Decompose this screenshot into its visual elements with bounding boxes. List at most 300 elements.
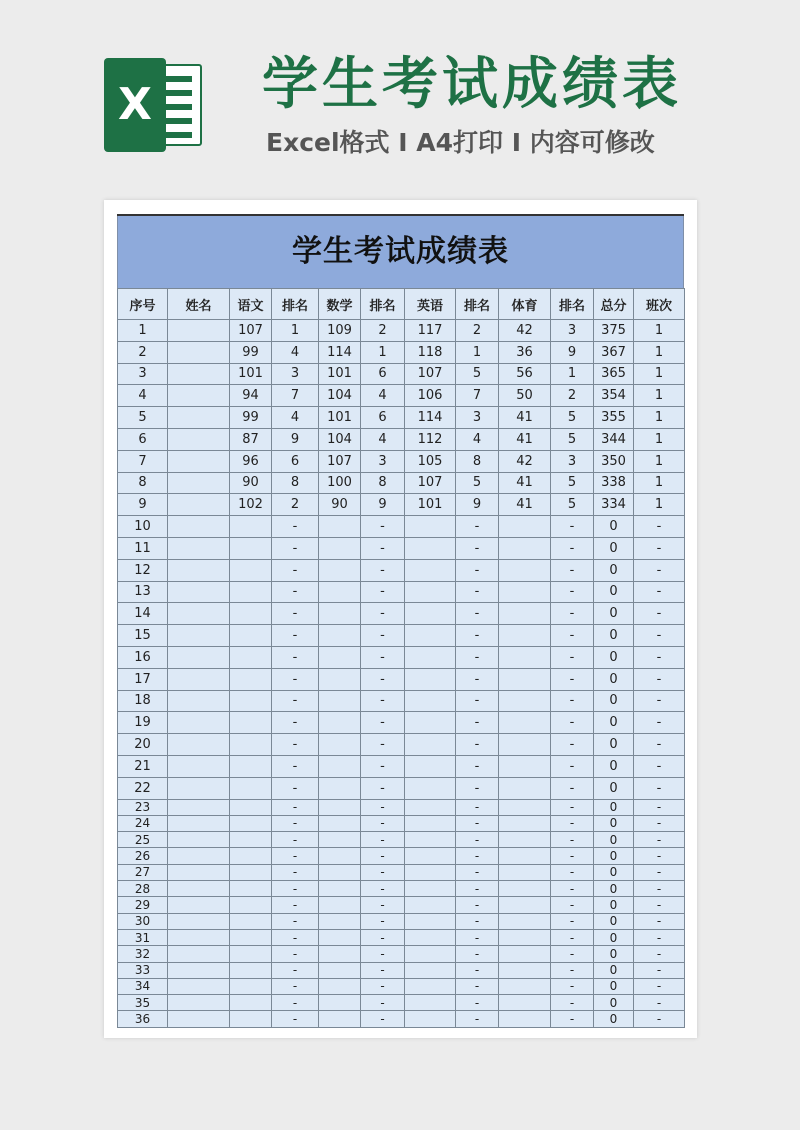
table-cell[interactable]: 17 xyxy=(118,668,168,690)
table-cell[interactable]: - xyxy=(456,690,499,712)
table-cell[interactable]: 105 xyxy=(405,450,456,472)
table-cell[interactable]: 101 xyxy=(405,494,456,516)
table-cell[interactable] xyxy=(230,815,272,831)
column-header[interactable]: 排名 xyxy=(456,289,499,320)
table-cell[interactable] xyxy=(499,799,551,815)
table-cell[interactable] xyxy=(405,978,456,994)
table-cell[interactable] xyxy=(319,603,361,625)
table-cell[interactable] xyxy=(168,712,230,734)
table-cell[interactable] xyxy=(168,428,230,450)
table-cell[interactable] xyxy=(499,995,551,1011)
table-cell[interactable]: 334 xyxy=(594,494,634,516)
table-cell[interactable] xyxy=(168,897,230,913)
table-cell[interactable] xyxy=(168,668,230,690)
table-cell[interactable]: - xyxy=(551,864,594,880)
table-cell[interactable] xyxy=(168,1011,230,1027)
table-cell[interactable]: - xyxy=(634,832,685,848)
table-cell[interactable] xyxy=(230,646,272,668)
table-cell[interactable]: 31 xyxy=(118,929,168,945)
table-cell[interactable] xyxy=(319,690,361,712)
table-cell[interactable]: 5 xyxy=(551,472,594,494)
table-cell[interactable] xyxy=(499,603,551,625)
table-cell[interactable]: 2 xyxy=(551,385,594,407)
table-cell[interactable]: - xyxy=(634,537,685,559)
table-cell[interactable]: 0 xyxy=(594,777,634,799)
table-cell[interactable]: 0 xyxy=(594,978,634,994)
table-cell[interactable]: 1 xyxy=(634,428,685,450)
table-cell[interactable]: 41 xyxy=(499,428,551,450)
table-cell[interactable]: - xyxy=(456,603,499,625)
table-cell[interactable]: - xyxy=(456,929,499,945)
table-cell[interactable] xyxy=(319,881,361,897)
table-cell[interactable] xyxy=(230,755,272,777)
table-cell[interactable]: - xyxy=(456,962,499,978)
table-cell[interactable] xyxy=(405,832,456,848)
table-cell[interactable]: 5 xyxy=(551,428,594,450)
table-cell[interactable]: - xyxy=(634,668,685,690)
table-cell[interactable] xyxy=(168,385,230,407)
table-cell[interactable]: - xyxy=(551,978,594,994)
table-cell[interactable] xyxy=(319,897,361,913)
table-cell[interactable] xyxy=(230,995,272,1011)
table-cell[interactable]: 350 xyxy=(594,450,634,472)
table-cell[interactable] xyxy=(230,946,272,962)
table-cell[interactable] xyxy=(168,815,230,831)
table-cell[interactable]: 6 xyxy=(361,363,405,385)
table-cell[interactable]: 8 xyxy=(361,472,405,494)
table-cell[interactable]: 8 xyxy=(456,450,499,472)
table-cell[interactable] xyxy=(168,603,230,625)
table-cell[interactable]: - xyxy=(456,946,499,962)
table-cell[interactable]: 6 xyxy=(118,428,168,450)
table-cell[interactable]: 2 xyxy=(118,341,168,363)
table-cell[interactable]: - xyxy=(634,755,685,777)
table-cell[interactable]: - xyxy=(456,559,499,581)
table-cell[interactable]: 100 xyxy=(319,472,361,494)
table-cell[interactable]: 1 xyxy=(634,494,685,516)
table-cell[interactable]: - xyxy=(634,913,685,929)
table-cell[interactable]: - xyxy=(551,559,594,581)
table-cell[interactable] xyxy=(319,646,361,668)
table-cell[interactable] xyxy=(319,734,361,756)
table-cell[interactable]: 13 xyxy=(118,581,168,603)
table-cell[interactable]: 118 xyxy=(405,341,456,363)
table-cell[interactable] xyxy=(230,881,272,897)
table-cell[interactable]: - xyxy=(634,712,685,734)
table-cell[interactable] xyxy=(319,755,361,777)
table-cell[interactable] xyxy=(405,929,456,945)
table-cell[interactable]: 34 xyxy=(118,978,168,994)
table-cell[interactable]: 5 xyxy=(118,407,168,429)
table-cell[interactable]: 0 xyxy=(594,881,634,897)
table-cell[interactable] xyxy=(168,341,230,363)
table-cell[interactable]: - xyxy=(361,929,405,945)
table-cell[interactable] xyxy=(405,777,456,799)
table-cell[interactable]: 0 xyxy=(594,668,634,690)
column-header[interactable]: 英语 xyxy=(405,289,456,320)
table-cell[interactable]: - xyxy=(456,799,499,815)
table-cell[interactable]: 15 xyxy=(118,625,168,647)
table-cell[interactable]: - xyxy=(361,559,405,581)
table-cell[interactable] xyxy=(499,755,551,777)
table-cell[interactable]: 1 xyxy=(634,341,685,363)
table-cell[interactable]: - xyxy=(361,946,405,962)
table-cell[interactable] xyxy=(319,864,361,880)
table-cell[interactable]: 18 xyxy=(118,690,168,712)
table-cell[interactable]: - xyxy=(551,734,594,756)
table-cell[interactable]: 9 xyxy=(118,494,168,516)
table-cell[interactable] xyxy=(405,559,456,581)
table-cell[interactable]: 21 xyxy=(118,755,168,777)
table-cell[interactable]: 94 xyxy=(230,385,272,407)
table-cell[interactable] xyxy=(319,995,361,1011)
table-cell[interactable]: - xyxy=(272,537,319,559)
table-cell[interactable]: 0 xyxy=(594,581,634,603)
table-cell[interactable]: - xyxy=(551,537,594,559)
table-cell[interactable] xyxy=(499,625,551,647)
table-cell[interactable]: 0 xyxy=(594,625,634,647)
table-cell[interactable]: - xyxy=(361,832,405,848)
table-cell[interactable]: 1 xyxy=(361,341,405,363)
table-cell[interactable]: 354 xyxy=(594,385,634,407)
table-cell[interactable]: - xyxy=(634,1011,685,1027)
table-cell[interactable] xyxy=(499,516,551,538)
table-cell[interactable]: - xyxy=(456,978,499,994)
table-cell[interactable]: - xyxy=(456,913,499,929)
table-cell[interactable] xyxy=(168,799,230,815)
table-cell[interactable]: 106 xyxy=(405,385,456,407)
table-cell[interactable]: 367 xyxy=(594,341,634,363)
table-cell[interactable]: 0 xyxy=(594,864,634,880)
table-cell[interactable] xyxy=(168,472,230,494)
table-cell[interactable]: 99 xyxy=(230,407,272,429)
table-cell[interactable]: 365 xyxy=(594,363,634,385)
table-cell[interactable] xyxy=(499,581,551,603)
table-cell[interactable] xyxy=(499,962,551,978)
table-cell[interactable]: - xyxy=(551,995,594,1011)
table-cell[interactable]: - xyxy=(634,581,685,603)
column-header[interactable]: 排名 xyxy=(272,289,319,320)
table-cell[interactable]: - xyxy=(361,755,405,777)
table-cell[interactable]: 5 xyxy=(551,407,594,429)
table-cell[interactable]: - xyxy=(272,581,319,603)
table-cell[interactable] xyxy=(405,734,456,756)
table-cell[interactable] xyxy=(319,559,361,581)
table-cell[interactable] xyxy=(499,832,551,848)
column-header[interactable]: 总分 xyxy=(594,289,634,320)
table-cell[interactable]: 355 xyxy=(594,407,634,429)
table-cell[interactable]: 5 xyxy=(456,472,499,494)
table-cell[interactable] xyxy=(499,777,551,799)
table-cell[interactable] xyxy=(230,537,272,559)
table-cell[interactable] xyxy=(230,734,272,756)
table-cell[interactable]: 29 xyxy=(118,897,168,913)
table-cell[interactable]: 1 xyxy=(118,320,168,342)
table-cell[interactable] xyxy=(319,978,361,994)
table-cell[interactable] xyxy=(405,864,456,880)
table-cell[interactable]: - xyxy=(272,881,319,897)
table-cell[interactable] xyxy=(499,864,551,880)
table-cell[interactable] xyxy=(405,625,456,647)
table-cell[interactable]: - xyxy=(456,881,499,897)
table-cell[interactable] xyxy=(168,537,230,559)
table-cell[interactable]: 0 xyxy=(594,832,634,848)
table-cell[interactable]: 2 xyxy=(456,320,499,342)
table-cell[interactable]: 25 xyxy=(118,832,168,848)
table-cell[interactable] xyxy=(168,450,230,472)
table-cell[interactable]: - xyxy=(361,712,405,734)
table-cell[interactable] xyxy=(230,897,272,913)
table-cell[interactable] xyxy=(168,848,230,864)
table-cell[interactable]: - xyxy=(361,848,405,864)
table-cell[interactable]: 3 xyxy=(361,450,405,472)
table-cell[interactable]: 1 xyxy=(634,450,685,472)
table-cell[interactable]: - xyxy=(551,897,594,913)
table-cell[interactable]: 30 xyxy=(118,913,168,929)
table-cell[interactable]: - xyxy=(551,668,594,690)
table-cell[interactable] xyxy=(499,913,551,929)
table-cell[interactable]: - xyxy=(634,625,685,647)
table-cell[interactable]: - xyxy=(361,603,405,625)
table-cell[interactable]: 36 xyxy=(118,1011,168,1027)
table-cell[interactable]: 4 xyxy=(118,385,168,407)
table-cell[interactable] xyxy=(405,913,456,929)
table-cell[interactable] xyxy=(405,516,456,538)
table-cell[interactable]: - xyxy=(551,690,594,712)
table-cell[interactable] xyxy=(405,581,456,603)
table-cell[interactable]: 23 xyxy=(118,799,168,815)
table-cell[interactable]: 32 xyxy=(118,946,168,962)
table-cell[interactable]: 1 xyxy=(634,472,685,494)
table-cell[interactable] xyxy=(168,407,230,429)
table-cell[interactable] xyxy=(405,1011,456,1027)
table-cell[interactable] xyxy=(499,978,551,994)
table-cell[interactable]: - xyxy=(361,777,405,799)
table-cell[interactable] xyxy=(319,815,361,831)
table-cell[interactable]: - xyxy=(551,946,594,962)
table-cell[interactable]: 109 xyxy=(319,320,361,342)
table-cell[interactable] xyxy=(405,537,456,559)
table-cell[interactable]: - xyxy=(456,581,499,603)
table-cell[interactable]: - xyxy=(272,516,319,538)
table-cell[interactable]: - xyxy=(634,516,685,538)
table-cell[interactable]: - xyxy=(272,668,319,690)
table-cell[interactable] xyxy=(230,864,272,880)
table-cell[interactable]: - xyxy=(634,815,685,831)
table-cell[interactable]: 11 xyxy=(118,537,168,559)
table-cell[interactable] xyxy=(319,946,361,962)
table-cell[interactable]: - xyxy=(361,516,405,538)
table-cell[interactable] xyxy=(230,581,272,603)
table-cell[interactable] xyxy=(499,946,551,962)
table-cell[interactable] xyxy=(319,668,361,690)
table-cell[interactable]: - xyxy=(634,962,685,978)
table-cell[interactable]: - xyxy=(456,755,499,777)
table-cell[interactable]: - xyxy=(272,962,319,978)
table-cell[interactable]: 112 xyxy=(405,428,456,450)
table-cell[interactable] xyxy=(168,913,230,929)
table-cell[interactable] xyxy=(405,712,456,734)
table-cell[interactable]: - xyxy=(456,712,499,734)
table-cell[interactable]: 114 xyxy=(319,341,361,363)
table-cell[interactable] xyxy=(405,848,456,864)
table-cell[interactable] xyxy=(499,712,551,734)
table-cell[interactable] xyxy=(319,712,361,734)
table-cell[interactable]: 101 xyxy=(319,407,361,429)
table-cell[interactable]: 338 xyxy=(594,472,634,494)
column-header[interactable]: 语文 xyxy=(230,289,272,320)
table-cell[interactable] xyxy=(499,668,551,690)
table-cell[interactable] xyxy=(499,1011,551,1027)
table-cell[interactable] xyxy=(230,799,272,815)
table-cell[interactable] xyxy=(405,995,456,1011)
table-cell[interactable]: - xyxy=(634,881,685,897)
table-cell[interactable]: 7 xyxy=(456,385,499,407)
table-cell[interactable]: - xyxy=(456,734,499,756)
table-cell[interactable]: 6 xyxy=(361,407,405,429)
table-cell[interactable]: - xyxy=(634,978,685,994)
table-cell[interactable]: - xyxy=(361,646,405,668)
table-cell[interactable] xyxy=(405,815,456,831)
table-cell[interactable]: 2 xyxy=(361,320,405,342)
table-cell[interactable]: - xyxy=(634,897,685,913)
table-cell[interactable]: - xyxy=(361,962,405,978)
table-cell[interactable]: 1 xyxy=(551,363,594,385)
table-cell[interactable]: - xyxy=(272,848,319,864)
table-cell[interactable] xyxy=(499,815,551,831)
table-cell[interactable]: 0 xyxy=(594,913,634,929)
table-cell[interactable] xyxy=(230,668,272,690)
table-cell[interactable] xyxy=(405,668,456,690)
column-header[interactable]: 排名 xyxy=(361,289,405,320)
table-cell[interactable]: - xyxy=(272,799,319,815)
table-cell[interactable]: 7 xyxy=(118,450,168,472)
table-cell[interactable] xyxy=(499,734,551,756)
table-cell[interactable]: 102 xyxy=(230,494,272,516)
table-cell[interactable] xyxy=(168,864,230,880)
table-cell[interactable]: 35 xyxy=(118,995,168,1011)
table-cell[interactable]: - xyxy=(272,864,319,880)
table-cell[interactable]: 41 xyxy=(499,494,551,516)
table-cell[interactable]: 107 xyxy=(230,320,272,342)
table-cell[interactable] xyxy=(319,832,361,848)
table-cell[interactable]: - xyxy=(361,815,405,831)
table-cell[interactable]: - xyxy=(272,995,319,1011)
table-cell[interactable]: - xyxy=(551,516,594,538)
table-cell[interactable]: 104 xyxy=(319,428,361,450)
table-cell[interactable]: 107 xyxy=(319,450,361,472)
table-cell[interactable]: 90 xyxy=(319,494,361,516)
table-cell[interactable]: - xyxy=(551,1011,594,1027)
table-cell[interactable] xyxy=(230,625,272,647)
table-cell[interactable]: 28 xyxy=(118,881,168,897)
table-cell[interactable]: - xyxy=(456,668,499,690)
table-cell[interactable]: - xyxy=(456,864,499,880)
table-cell[interactable] xyxy=(405,755,456,777)
table-cell[interactable]: 99 xyxy=(230,341,272,363)
table-cell[interactable]: - xyxy=(551,712,594,734)
table-cell[interactable]: 0 xyxy=(594,603,634,625)
table-cell[interactable]: - xyxy=(551,799,594,815)
table-cell[interactable]: 0 xyxy=(594,755,634,777)
table-cell[interactable] xyxy=(499,537,551,559)
table-cell[interactable] xyxy=(230,603,272,625)
table-cell[interactable]: - xyxy=(272,978,319,994)
table-cell[interactable]: - xyxy=(361,734,405,756)
table-cell[interactable]: - xyxy=(551,755,594,777)
column-header[interactable]: 体育 xyxy=(499,289,551,320)
table-cell[interactable]: - xyxy=(634,734,685,756)
table-cell[interactable]: 56 xyxy=(499,363,551,385)
table-cell[interactable]: - xyxy=(361,537,405,559)
table-cell[interactable]: 6 xyxy=(272,450,319,472)
table-cell[interactable]: 50 xyxy=(499,385,551,407)
table-cell[interactable]: 0 xyxy=(594,962,634,978)
table-cell[interactable]: - xyxy=(272,897,319,913)
table-cell[interactable]: 2 xyxy=(272,494,319,516)
table-cell[interactable] xyxy=(319,516,361,538)
table-cell[interactable]: - xyxy=(551,929,594,945)
column-header[interactable]: 数学 xyxy=(319,289,361,320)
table-cell[interactable]: - xyxy=(272,946,319,962)
table-cell[interactable]: 107 xyxy=(405,472,456,494)
table-cell[interactable] xyxy=(230,832,272,848)
table-cell[interactable] xyxy=(499,646,551,668)
table-cell[interactable] xyxy=(319,625,361,647)
table-cell[interactable] xyxy=(168,755,230,777)
table-cell[interactable]: - xyxy=(361,995,405,1011)
table-cell[interactable]: 10 xyxy=(118,516,168,538)
table-cell[interactable]: 87 xyxy=(230,428,272,450)
table-cell[interactable] xyxy=(405,962,456,978)
table-cell[interactable]: - xyxy=(634,864,685,880)
table-cell[interactable] xyxy=(168,646,230,668)
table-cell[interactable]: - xyxy=(361,668,405,690)
table-cell[interactable] xyxy=(319,537,361,559)
table-cell[interactable] xyxy=(405,799,456,815)
table-cell[interactable]: 0 xyxy=(594,929,634,945)
table-cell[interactable] xyxy=(168,946,230,962)
table-cell[interactable]: 41 xyxy=(499,407,551,429)
table-cell[interactable]: - xyxy=(551,815,594,831)
table-cell[interactable]: 5 xyxy=(551,494,594,516)
table-cell[interactable]: - xyxy=(272,625,319,647)
table-cell[interactable]: - xyxy=(551,913,594,929)
table-cell[interactable]: 0 xyxy=(594,815,634,831)
table-cell[interactable]: 3 xyxy=(272,363,319,385)
table-cell[interactable]: - xyxy=(456,777,499,799)
table-cell[interactable] xyxy=(499,559,551,581)
table-cell[interactable]: - xyxy=(456,625,499,647)
table-cell[interactable]: - xyxy=(361,881,405,897)
table-cell[interactable]: - xyxy=(634,603,685,625)
table-cell[interactable]: - xyxy=(272,712,319,734)
table-cell[interactable]: 8 xyxy=(118,472,168,494)
table-cell[interactable]: 107 xyxy=(405,363,456,385)
table-cell[interactable]: 36 xyxy=(499,341,551,363)
table-cell[interactable]: 0 xyxy=(594,516,634,538)
table-cell[interactable] xyxy=(319,962,361,978)
table-cell[interactable]: 4 xyxy=(361,385,405,407)
table-cell[interactable]: - xyxy=(551,962,594,978)
table-cell[interactable]: - xyxy=(551,848,594,864)
table-cell[interactable]: - xyxy=(361,864,405,880)
column-header[interactable]: 姓名 xyxy=(168,289,230,320)
table-cell[interactable]: 114 xyxy=(405,407,456,429)
table-cell[interactable]: 104 xyxy=(319,385,361,407)
table-cell[interactable]: 90 xyxy=(230,472,272,494)
table-cell[interactable]: 1 xyxy=(634,363,685,385)
